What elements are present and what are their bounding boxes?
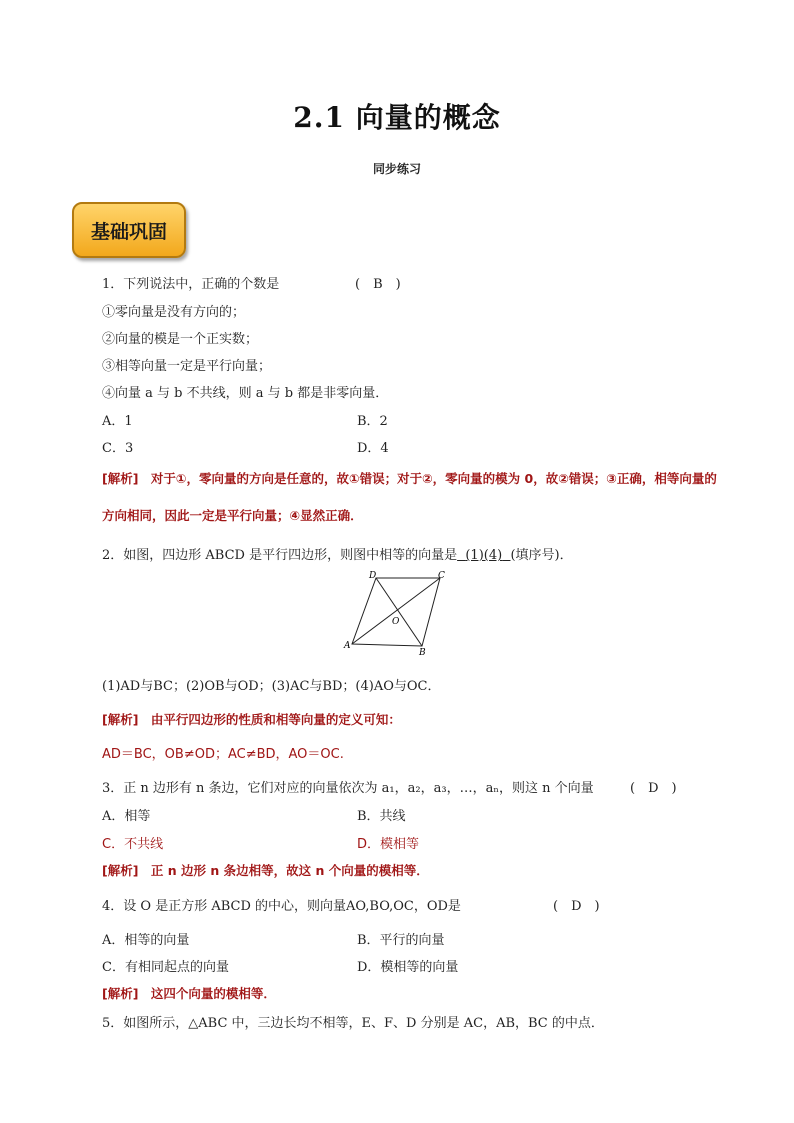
label-d: D — [369, 571, 377, 581]
q4-option-c: C．有相同起点的向量 — [102, 960, 229, 975]
q3-option-c: C．不共线 — [102, 837, 164, 852]
label-c: C — [438, 571, 445, 581]
label-o: O — [392, 617, 400, 627]
page-subtitle: 同步练习 — [372, 162, 421, 176]
q4-answer: ( D ) — [553, 899, 600, 914]
q3-option-b: B．共线 — [357, 809, 406, 824]
q5-stem: 5．如图所示，△ABC 中，三边长均不相等，E、F、D 分别是 AC，AB，BC 的中点． — [102, 1016, 604, 1031]
q1-option-b: B．2 — [357, 414, 388, 429]
q1-option-c: C．3 — [102, 441, 134, 456]
q3-option-a: A．相等 — [102, 809, 151, 824]
q1-answer: ( B ) — [355, 277, 401, 292]
q2-solution: [解析] 由平行四边形的性质和相等向量的定义可知： — [102, 712, 401, 727]
q4-solution: [解析] 这四个向量的模相等． — [102, 986, 276, 1001]
q4-option-b: B．平行的向量 — [357, 933, 445, 948]
q1-option-d: D．4 — [357, 441, 389, 456]
q3-solution: [解析] 正 n 边形 n 条边相等，故这 n 个向量的模相等． — [102, 863, 429, 878]
q1-item-4: ④向量 a 与 b 不共线，则 a 与 b 都是非零向量． — [102, 386, 389, 401]
page-title: 2.1 向量的概念 — [293, 101, 501, 134]
q3-option-d: D．模相等 — [357, 837, 420, 852]
q1-solution: [解析] 对于①，零向量的方向是任意的，故①错误；对于②，零向量的模为 0，故②错误；③正确，相等向量的方向相同，因此一定是平行向量；④显然正确． — [102, 471, 717, 523]
label-b: B — [419, 648, 426, 658]
section-badge: 基础巩固 — [72, 202, 186, 258]
parallelogram-figure — [340, 568, 460, 658]
q1-item-1: ①零向量是没有方向的； — [102, 305, 246, 320]
q4-option-d: D．模相等的向量 — [357, 960, 459, 975]
q2-choices: (1)AD与BC；(2)OB与OD；(3)AC与BD；(4)AO与OC． — [102, 679, 441, 694]
q3-stem: 3．正 n 边形有 n 条边，它们对应的向量依次为 a₁，a₂，a₃，…，aₙ，则这 n 个向量 — [102, 781, 594, 796]
q4-option-a: A．相等的向量 — [102, 933, 190, 948]
q1-item-2: ②向量的模是一个正实数； — [102, 332, 259, 347]
q4-stem: 4．设 O 是正方形 ABCD 的中心，则向量AO,BO,OC，OD是 — [102, 899, 461, 914]
q1-item-3: ③相等向量一定是平行向量； — [102, 359, 272, 374]
q3-answer: ( D ) — [630, 781, 677, 796]
q2-stem — [102, 544, 573, 563]
q2-solution-2: AD＝BC，OB≠OD；AC≠BD，AO＝OC. — [102, 747, 344, 762]
q1-stem: 1．下列说法中，正确的个数是 — [102, 277, 280, 292]
q1-option-a: A．1 — [102, 414, 133, 429]
q2-stem-pre: 2．如图，四边形 ABCD 是平行四边形，则图中相等的向量是 — [102, 548, 458, 563]
q2-stem-post: (填序号)． — [510, 548, 573, 563]
q2-blank-answer: (1)(4) — [465, 548, 503, 563]
label-a: A — [344, 641, 351, 651]
